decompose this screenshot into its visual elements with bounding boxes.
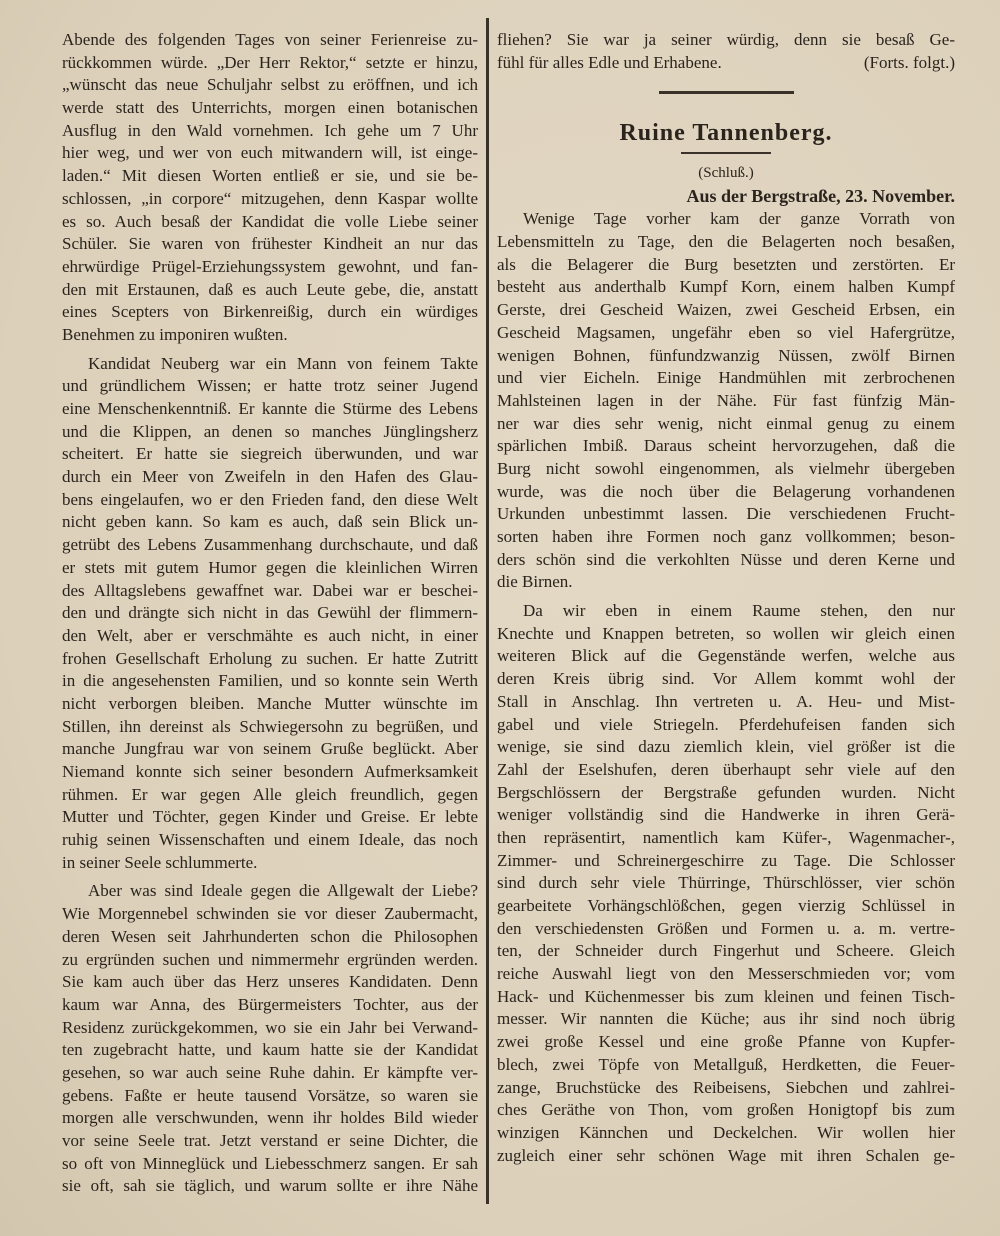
article-subtitle: (Schluß.) <box>698 165 754 182</box>
paragraph <box>62 880 478 1198</box>
text-line: gesehen, so war auch seine Ruhe dahin. Er kämpfte ver- <box>62 1062 478 1082</box>
text-line: die Birnen. <box>497 572 573 592</box>
text-line: sind durch sehr viele Thürringe, Thürschlösser, vier schön <box>497 873 955 893</box>
text-line: vor seine Seele trat. Jetzt verstand er seine Dichter, die <box>62 1131 478 1150</box>
continuation-last-line <box>497 52 955 75</box>
text-line: getrübt des Lebens Zusammenhang durchschaute, und daß <box>62 535 478 555</box>
text-line: den mit Erstaunen, daß es auch Leute gebe, die, anstatt <box>62 279 478 299</box>
text-line: spärlichen Imbiß. Daraus scheint hervorzugehen, daß die <box>497 436 955 456</box>
text-line: ches Geräthe von Thon, vom großen Honigtopf bis zum <box>497 1100 955 1120</box>
text-line: ruhig seinen Wissenschaften und einem Ideale, das noch <box>62 830 478 850</box>
paragraph <box>62 353 478 875</box>
text-line: fühl für alles Edle und Erhabene. <box>497 52 722 72</box>
text-line: laden.“ Mit diesen Worten entließ er sie, und sie be- <box>62 166 478 186</box>
text-line: Burg nicht sowohl eingenommen, als vielmehr übergeben <box>497 458 955 478</box>
paragraph <box>497 600 955 1167</box>
text-line: sie oft, sah sie täglich, und warum sollte er ihre Nähe <box>62 1176 478 1196</box>
text-line: Schüler. Sie waren von frühester Kindheit an nur das <box>62 234 478 254</box>
continued-note: (Forts. folgt.) <box>863 52 955 72</box>
text-line: Hack- und Küchenmesser bis zum kleinen und feinen Tisch- <box>497 986 955 1006</box>
text-line: Kandidat Neuberg war ein Mann von feinem Takte <box>88 353 478 373</box>
text-line: Wenige Tage vorher kam der ganze Vorrath von <box>523 209 955 229</box>
left-column <box>62 29 478 1198</box>
text-line: besteht aus anderthalb Kumpf Korn, einem halben Kumpf <box>497 277 955 297</box>
article-dateline: Aus der Bergstraße, 23. November. <box>686 186 955 207</box>
paragraph <box>497 208 955 594</box>
text-line: werde statt des Unterrichts, morgen einen botanischen <box>62 98 478 118</box>
text-line: des Alltagslebens gewaffnet war. Dabei war er beschei- <box>62 580 478 600</box>
text-line: ner war dies sehr wenig, nicht einmal genug zu einem <box>497 413 955 433</box>
text-line: Niemand konnte sich seiner besondern Aufmerksamkeit <box>62 762 478 781</box>
text-line: zange, Bruchstücke des Reibeisens, Siebchen und zahlrei- <box>497 1077 955 1097</box>
text-line: zugleich einer sehr schönen Wage mit ihren Schalen ge- <box>497 1145 955 1165</box>
text-line: „wünscht das neue Schuljahr selbst zu eröffnen, und ich <box>62 75 478 95</box>
text-line: und die Klippen, an denen so manches Jünglingsherz <box>62 421 478 441</box>
text-line: winzigen Kännchen und Deckelchen. Wir wollen hier <box>497 1122 955 1142</box>
text-line: es so. Auch besaß der Kandidat die volle Liebe seiner <box>62 211 478 231</box>
text-line: scheitert. Er hatte sie siegreich überwunden, und war <box>62 444 478 464</box>
text-line: wurde, was die noch über die Belagerung vorhandenen <box>497 481 955 501</box>
text-line: gearbeitete Vorhängschlößchen, gegen vierzig Schlüssel in <box>497 896 955 915</box>
text-line: Zahl der Eselshufen, deren überhaupt sehr viele auf den <box>497 759 955 779</box>
text-line: hier weg, und wer von euch mitwandern will, ist einge- <box>62 143 478 163</box>
right-column <box>497 29 955 1167</box>
text-line: Sie kam auch über das Herz unseres Kandidaten. Denn <box>62 972 478 992</box>
text-line: Lebensmitteln zu Tage, den die Belagerten noch besaßen, <box>497 232 955 252</box>
text-line: weniger vollständig sind die Handwerke in ihren Gerä- <box>497 805 955 825</box>
text-line: ders schön sind die verkohlten Nüsse und deren Kerne und <box>497 549 955 569</box>
text-line: Gescheid Magsamen, ungefähr eben so viel Hafergrütze, <box>497 322 955 342</box>
title-underline-rule <box>681 152 771 154</box>
text-line: kaum war Anna, des Bürgermeisters Tochter, aus der <box>62 994 478 1014</box>
text-line: eines Scepters von Birkenreißig, durch ein würdiges <box>62 302 478 322</box>
text-line: ehrwürdige Prügel-Erziehungssystem gewohnt, und fan- <box>62 256 478 276</box>
text-line: eine Menschenkenntniß. Er kannte die Stürme des Lebens <box>62 399 478 418</box>
text-line: nicht geben kann. So kam es auch, daß sein Blick un- <box>62 512 478 532</box>
text-line: zu ergründen suchen und nimmermehr ergründen werden. <box>62 949 478 969</box>
text-line: Urkunden unbestimmt lassen. Die verschiedenen Frucht- <box>497 504 955 524</box>
text-line: in seiner Seele schlummerte. <box>62 852 258 872</box>
text-line: Gerste, drei Gescheid Waizen, zwei Gescheid Erbsen, ein <box>497 300 955 320</box>
paragraph <box>62 29 478 347</box>
text-line: morgen alle verschwunden, wenn ihr holdes Bild wieder <box>62 1108 478 1128</box>
text-line: Mutter und Töchter, gegen Kinder und Greise. Er lebte <box>62 807 478 827</box>
text-line: Abende des folgenden Tages von seiner Ferienreise zu- <box>62 30 478 49</box>
text-line: then repräsentirt, namentlich kam Küfer-, Wagenmacher-, <box>497 827 955 847</box>
text-line: den Welt, aber er verschmähte es auch nicht, in einer <box>62 625 478 645</box>
text-line: Benehmen zu imponiren wußten. <box>62 324 288 344</box>
text-line: messer. Wir nannten die Küche; aus ihr sind noch übrig <box>497 1009 955 1029</box>
text-line: reiche Auswahl liegt von den Messerschmieden vor; vom <box>497 964 955 984</box>
text-line: blech, zwei Töpfe von Metallguß, Herdketten, die Feuer- <box>497 1054 955 1074</box>
text-line: bens eingelaufen, wo er den Frieden fand, den diese Welt <box>62 489 478 509</box>
text-line: deren Kreis übrig sind. Vor Allem kommt wohl der <box>497 669 955 689</box>
text-line: Zimmer- und Schreinergeschirre zu Tage. Die Schlosser <box>497 850 955 870</box>
text-line: ten, der Schneider durch Fingerhut und Scheere. Gleich <box>497 941 955 961</box>
text-line: gebens. Faßte er heute tausend Vorsätze, so waren sie <box>62 1085 478 1105</box>
text-line: gabel und viele Striegeln. Pferdehufeisen fanden sich <box>497 714 955 734</box>
text-line: Stall in Anschlag. Ihn vertreten u. A. Heu- und Mist- <box>497 691 955 711</box>
text-line: manche Jungfrau war von seinem Gruße beglückt. Aber <box>62 739 478 759</box>
text-line: Knechte und Knappen betreten, so wollen wir gleich einen <box>497 623 955 643</box>
article-title: Ruine Tannenberg. <box>619 120 833 147</box>
text-line: Da wir eben in einem Raume stehen, den nur <box>523 601 955 621</box>
serial-continuation <box>497 29 955 74</box>
text-line: als die Belagerer die Burg besetzten und zerstörten. Er <box>497 254 955 274</box>
text-line: so oft von Minneglück und Liebesschmerz sangen. Er sah <box>62 1153 478 1173</box>
section-separator-rule <box>659 91 794 94</box>
text-line: und vier Eicheln. Einige Handmühlen mit zerbrochenen <box>497 368 955 388</box>
column-divider-rule <box>486 18 489 1204</box>
text-line: Bergschlössern der Bergstraße gefunden wurden. Nicht <box>497 782 955 802</box>
text-line: durch ein Meer von Zweifeln in den Hafen des Glau- <box>62 467 478 487</box>
text-line: Residenz zurückgekommen, wo sie ein Jahr bei Verwand- <box>62 1017 478 1037</box>
article-body <box>497 208 955 1167</box>
text-line: Mahlsteinen lagen in der Nähe. Für fast fünfzig Män- <box>497 390 955 410</box>
text-line: Stillen, ihn dereinst als Schwiegersohn zu begrüßen, und <box>62 716 478 736</box>
text-line: schlossen, „in corpore“ mitzugehen, denn Kaspar wollte <box>62 188 478 208</box>
text-line: sorten haben ihre Formen noch ganz vollkommen; beson- <box>497 527 955 546</box>
text-line: er stets mit gutem Humor gegen die kleinlichen Wirren <box>62 557 478 577</box>
text-line: und gründlichem Wissen; er hatte trotz seiner Jugend <box>62 376 478 396</box>
text-line: den verschiedensten Größen und Formen u. a. m. vertre- <box>497 918 955 938</box>
text-line: zwei große Kessel und eine große Pfanne von Kupfer- <box>497 1032 955 1052</box>
text-line: ten zugebracht hatte, und kaum hatte sie der Kandidat <box>62 1040 478 1060</box>
text-line: weiteren Blick auf die Gegenstände werfen, welche aus <box>497 646 955 666</box>
text-line: Ausflug in den Wald vornehmen. Ich gehe um 7 Uhr <box>62 120 478 140</box>
text-line: frohen Gesellschaft Erholung zu suchen. Er hatte Zutritt <box>62 648 478 668</box>
text-line: den und drängte sich nicht in das Gewühl der flimmern- <box>62 603 478 623</box>
text-line: Aber was sind Ideale gegen die Allgewalt der Liebe? <box>88 881 478 901</box>
text-line: wenigen Bohnen, fünfundzwanzig Nüssen, zwölf Birnen <box>497 345 955 365</box>
text-line: fliehen? Sie war ja seiner würdig, denn sie besaß Ge- <box>497 30 955 49</box>
text-line: in die angesehensten Familien, und so konnte sein Werth <box>62 671 478 691</box>
text-line: rückkommen würde. „Der Herr Rektor,“ setzte er hinzu, <box>62 52 478 72</box>
text-line: nicht verborgen bleiben. Manche Mutter wünschte im <box>62 693 478 713</box>
text-line: Wie Morgennebel schwinden sie vor dieser Zaubermacht, <box>62 904 478 924</box>
text-line: wenige, sie sind dazu ziemlich klein, viel größer ist die <box>497 737 955 757</box>
text-line: rühmen. Er war gegen Alle gleich freundlich, gegen <box>62 784 478 804</box>
text-line: deren Wesen seit Jahrhunderten schon die Philosophen <box>62 926 478 946</box>
